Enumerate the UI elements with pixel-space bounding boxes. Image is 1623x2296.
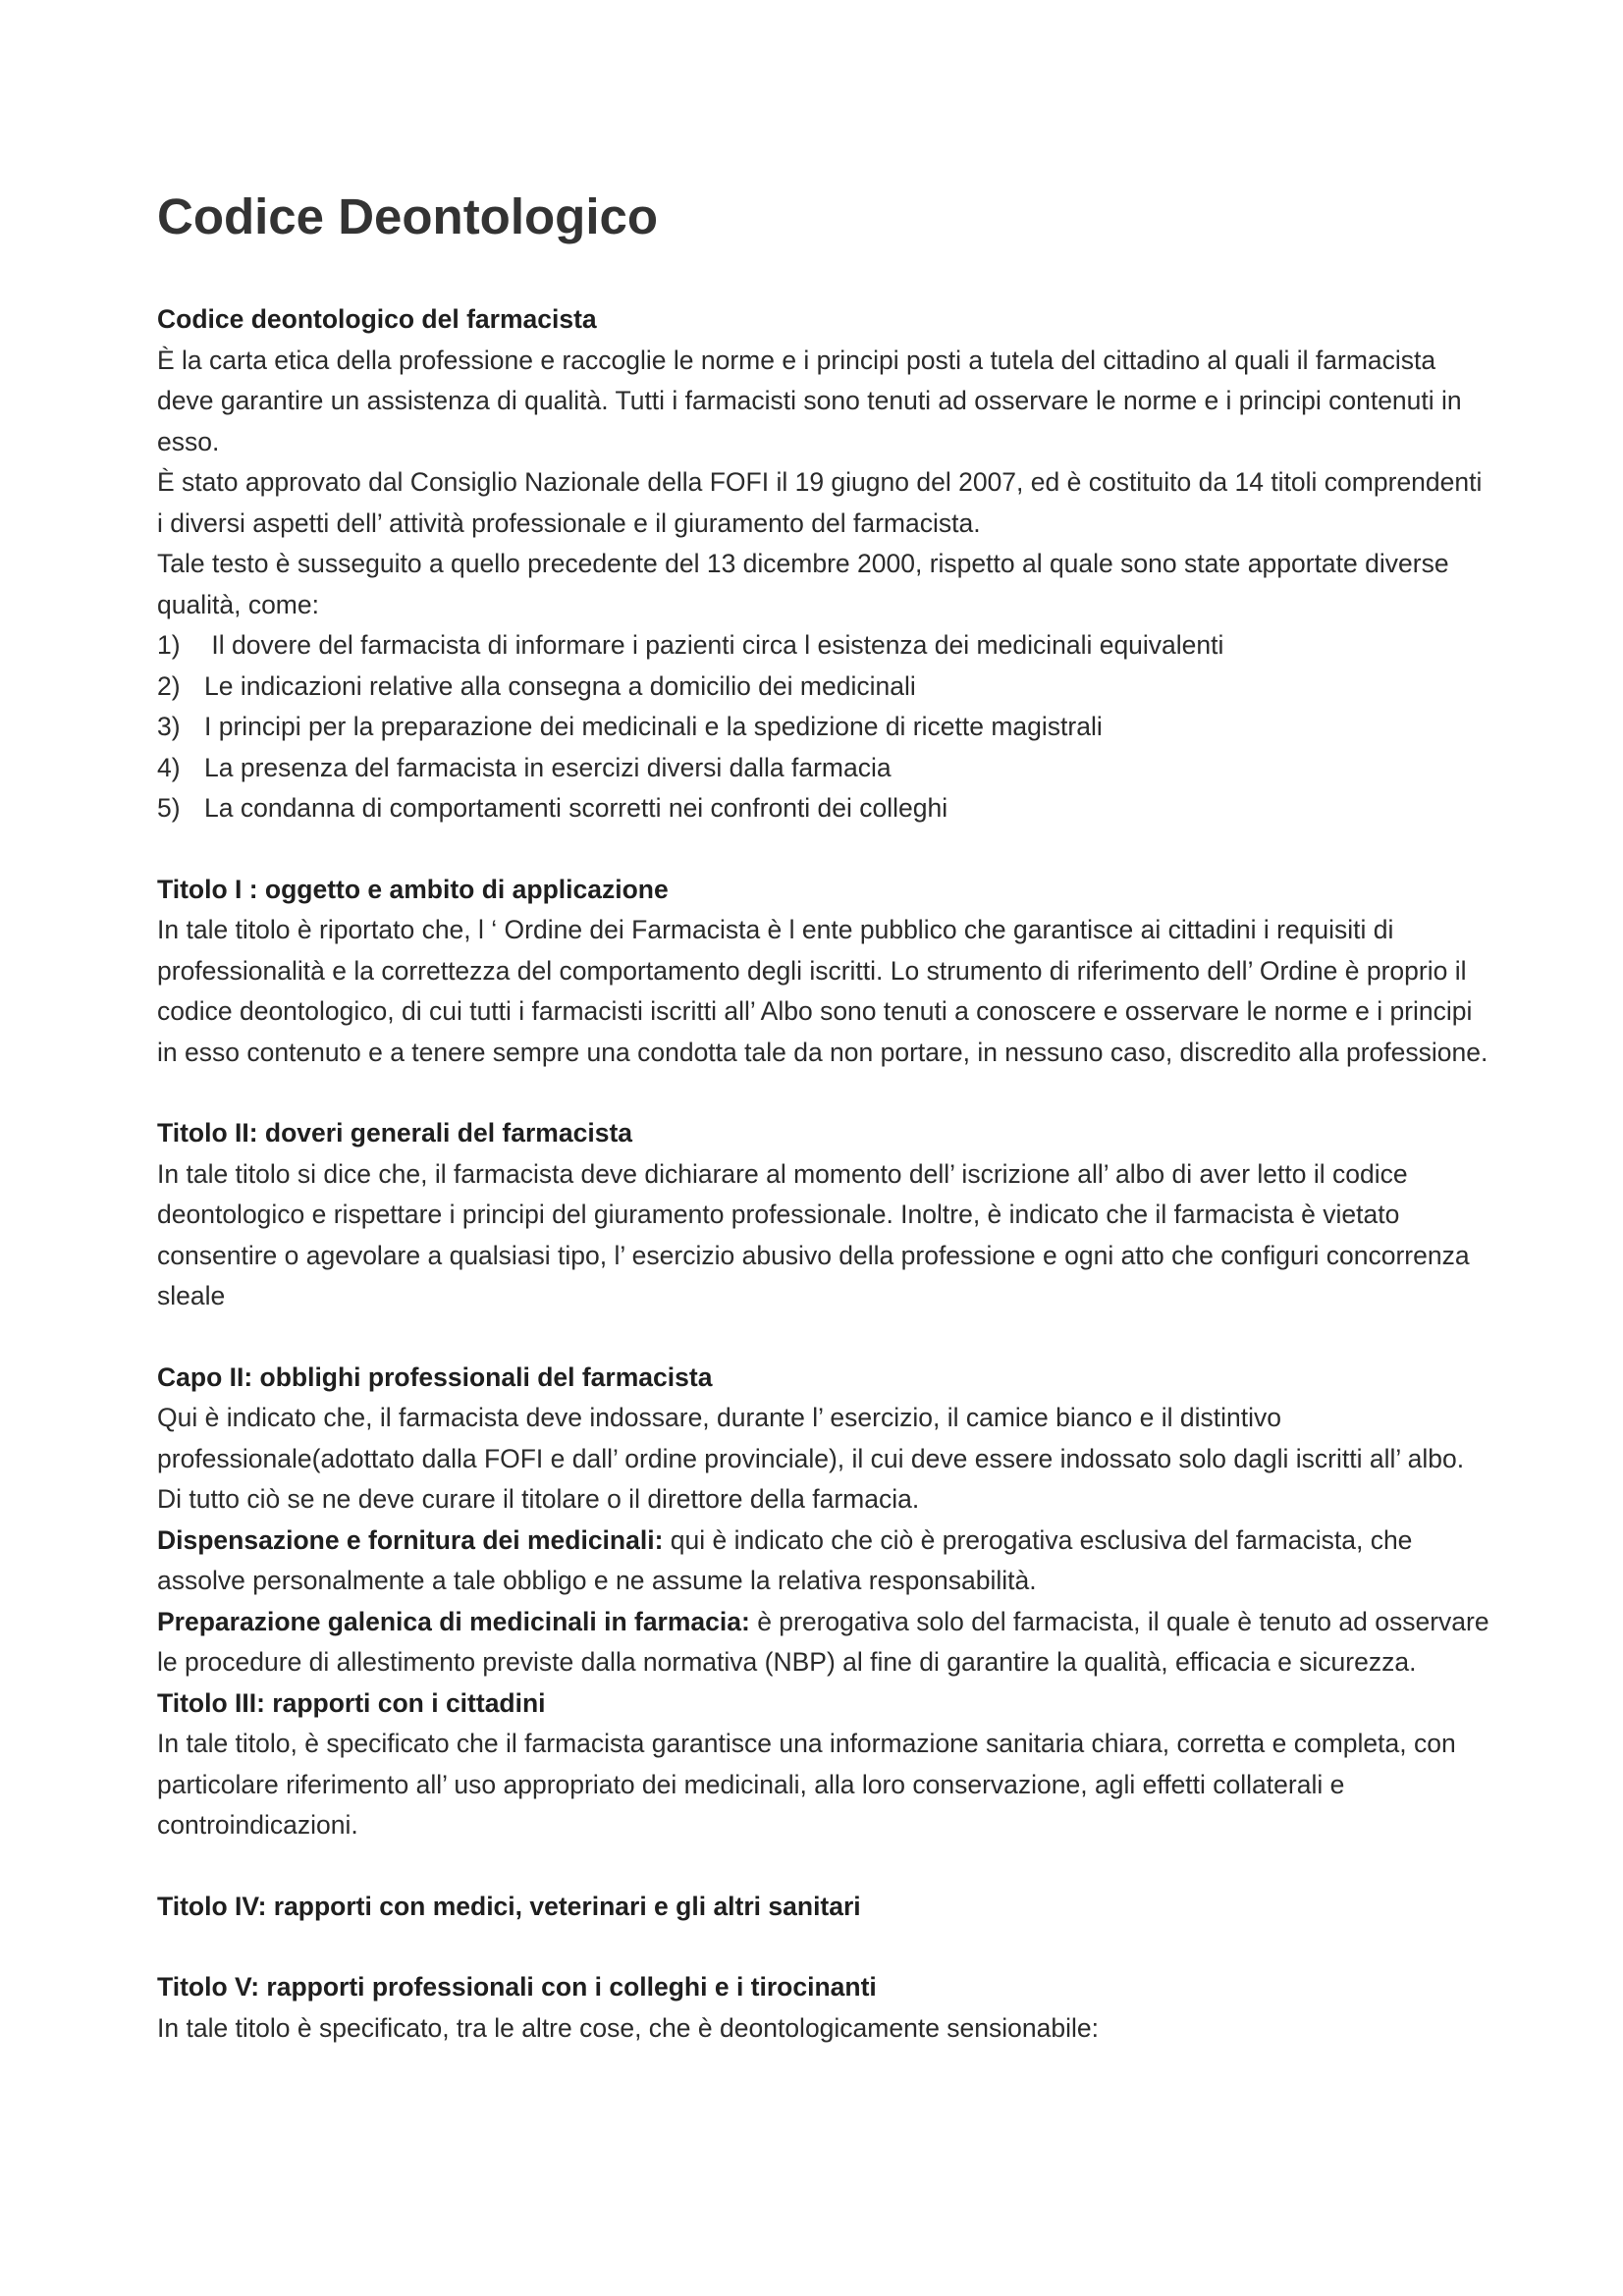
galenica-text: è prerogativa solo del farmacista, il quale è tenuto ad osservare le procedure di allestimento previste dalla normativa (NBP) al fine di garantire la qualità, efficacia e sicurezza.	[157, 1606, 1489, 1678]
document-page	[157, 187, 1492, 2049]
titolo-3-paragraph: In tale titolo, è specificato che il farmacista garantisce una informazione sanitaria chiara, corretta e completa, con particolare riferimento all’ uso appropriato dei medicinali, alla loro conservazione, agli effetti collaterali e controindicazioni.	[157, 1729, 1456, 1841]
changes-list	[157, 625, 1492, 829]
list-item-number: 4)	[157, 752, 181, 782]
spacer	[157, 829, 1492, 870]
list-item-text: Il dovere del farmacista di informare i pazienti circa l esistenza dei medicinali equivalenti	[204, 630, 1224, 661]
galenica-paragraph	[157, 1602, 1492, 1683]
list-item	[157, 667, 1492, 708]
section-heading-intro: Codice deontologico del farmacista	[157, 304, 597, 335]
spacer	[157, 1317, 1492, 1358]
intro-paragraph-2: È stato approvato dal Consiglio Nazionale della FOFI il 19 giugno del 2007, ed è costituito da 14 titoli comprendenti i diversi aspetti dell’ attività professionale e il giuramento del farmacista.	[157, 467, 1483, 538]
section-heading-titolo-4: Titolo IV: rapporti con medici, veterinari e gli altri sanitari	[157, 1891, 861, 1921]
intro-paragraph-1: È la carta etica della professione e raccoglie le norme e i principi posti a tutela del cittadino al quali il farmacista deve garantire un assistenza di qualità. Tutti i farmacisti sono tenuti ad osservare le norme e i principi contenuti in esso.	[157, 345, 1462, 456]
list-item-number: 1)	[157, 630, 181, 661]
section-heading-titolo-3: Titolo III: rapporti con i cittadini	[157, 1687, 546, 1718]
section-heading-capo-2: Capo II: obblighi professionali del farmacista	[157, 1362, 713, 1392]
titolo-2-paragraph: In tale titolo si dice che, il farmacista deve dichiarare al momento dell’ iscrizione all’ albo di aver letto il codice deontologico e rispettare i principi del giuramento professionale. Inoltre, è indicato che il farmacista è vietato consentire o agevolare a qualsiasi tipo, l’ esercizio abusivo della professione e ogni atto che configuri concorrenza sleale	[157, 1158, 1470, 1311]
list-item-text: La condanna di comportamenti scorretti nei confronti dei colleghi	[204, 793, 948, 824]
intro-paragraph-3: Tale testo è susseguito a quello precedente del 13 dicembre 2000, rispetto al quale sono state apportate diverse qualità, come:	[157, 549, 1449, 619]
section-heading-titolo-1: Titolo I : oggetto e ambito di applicazione	[157, 874, 669, 904]
titolo-1-paragraph: In tale titolo è riportato che, l ‘ Ordine dei Farmacista è l ente pubblico che garantisce ai cittadini i requisiti di professionalità e la correttezza del comportamento degli iscritti. Lo strumento di riferimento dell’ Ordine è proprio il codice deontologico, di cui tutti i farmacisti iscritti all’ Albo sono tenuti a conoscere e osservare le norme e i principi in esso contenuto e a tenere sempre una condotta tale da non portare, in nessuno caso, discredito alla professione.	[157, 915, 1488, 1067]
galenica-label: Preparazione galenica di medicinali in farmacia:	[157, 1606, 750, 1636]
list-item-number: 3)	[157, 712, 181, 742]
dispensazione-label: Dispensazione e fornitura dei medicinali:	[157, 1524, 664, 1555]
list-item-text: La presenza del farmacista in esercizi diversi dalla farmacia	[204, 752, 892, 782]
capo-2-paragraph: Qui è indicato che, il farmacista deve indossare, durante l’ esercizio, il camice bianco e il distintivo professionale(adottato dalla FOFI e dall’ ordine provinciale), il cui deve essere indossato solo dagli iscritti all’ albo. Di tutto ciò se ne deve curare il titolare o il direttore della farmacia.	[157, 1403, 1465, 1515]
list-item	[157, 748, 1492, 789]
dispensazione-text: qui è indicato che ciò è prerogativa esclusiva del farmacista, che assolve personalmente a tale obbligo e ne assume la relativa responsabilità.	[157, 1524, 1413, 1596]
list-item-text: Le indicazioni relative alla consegna a domicilio dei medicinali	[204, 670, 916, 701]
list-item	[157, 707, 1492, 748]
list-item-number: 5)	[157, 793, 181, 824]
dispensazione-paragraph	[157, 1521, 1492, 1602]
list-item	[157, 788, 1492, 829]
spacer	[157, 1846, 1492, 1887]
document-title: Codice Deontologico	[157, 188, 658, 244]
spacer	[157, 1927, 1492, 1967]
section-heading-titolo-2: Titolo II: doveri generali del farmacista	[157, 1118, 633, 1148]
list-item-number: 2)	[157, 670, 181, 701]
spacer	[157, 1073, 1492, 1113]
list-item	[157, 625, 1492, 667]
section-heading-titolo-5: Titolo V: rapporti professionali con i colleghi e i tirocinanti	[157, 1972, 877, 2002]
titolo-5-paragraph: In tale titolo è specificato, tra le altre cose, che è deontologicamente sensionabile:	[157, 2012, 1099, 2043]
list-item-text: I principi per la preparazione dei medicinali e la spedizione di ricette magistrali	[204, 712, 1103, 742]
